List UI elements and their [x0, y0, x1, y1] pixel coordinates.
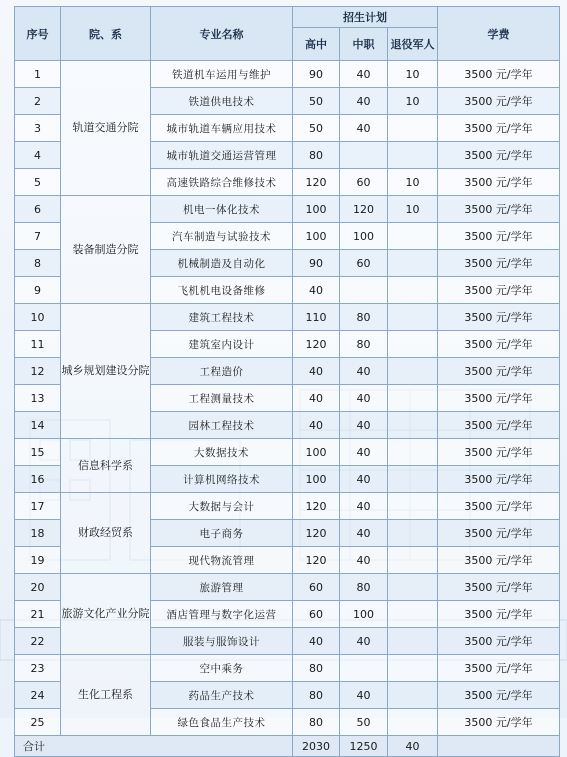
row-number: 14 [15, 412, 61, 439]
quota-vet [388, 385, 438, 412]
quota-high: 90 [293, 61, 340, 88]
quota-vet [388, 466, 438, 493]
table-row [15, 655, 560, 682]
quota-vet [388, 547, 438, 574]
major-name: 工程造价 [151, 358, 293, 385]
tuition-fee: 3500 元/学年 [438, 655, 560, 682]
tuition-fee: 3500 元/学年 [438, 223, 560, 250]
quota-vet: 10 [388, 169, 438, 196]
quota-high: 120 [293, 169, 340, 196]
row-number: 20 [15, 574, 61, 601]
quota-voc: 40 [340, 547, 388, 574]
major-name: 药品生产技术 [151, 682, 293, 709]
major-name: 城市轨道交通运营管理 [151, 142, 293, 169]
row-number: 16 [15, 466, 61, 493]
row-number: 6 [15, 196, 61, 223]
major-name: 汽车制造与试验技术 [151, 223, 293, 250]
major-name: 建筑室内设计 [151, 331, 293, 358]
tuition-fee: 3500 元/学年 [438, 385, 560, 412]
table-row [15, 574, 560, 601]
quota-vet [388, 601, 438, 628]
quota-voc: 40 [340, 358, 388, 385]
header-dept: 院、系 [61, 7, 151, 61]
quota-high: 120 [293, 331, 340, 358]
quota-voc: 40 [340, 682, 388, 709]
header-fee: 学费 [438, 7, 560, 61]
quota-voc [340, 655, 388, 682]
tuition-fee: 3500 元/学年 [438, 277, 560, 304]
tuition-fee: 3500 元/学年 [438, 709, 560, 736]
quota-high: 100 [293, 223, 340, 250]
table-row [15, 439, 560, 466]
quota-vet [388, 277, 438, 304]
quota-vet [388, 331, 438, 358]
quota-high: 90 [293, 250, 340, 277]
table-row [15, 196, 560, 223]
quota-high: 110 [293, 304, 340, 331]
table-row [15, 304, 560, 331]
quota-voc: 80 [340, 331, 388, 358]
header-major: 专业名称 [151, 7, 293, 61]
quota-vet: 10 [388, 196, 438, 223]
tuition-fee: 3500 元/学年 [438, 169, 560, 196]
major-name: 绿色食品生产技术 [151, 709, 293, 736]
major-name: 酒店管理与数字化运营 [151, 601, 293, 628]
department-cell: 生化工程系 [61, 655, 151, 736]
department-cell: 装备制造分院 [61, 196, 151, 304]
major-name: 现代物流管理 [151, 547, 293, 574]
quota-high: 40 [293, 358, 340, 385]
quota-voc: 40 [340, 520, 388, 547]
quota-high: 80 [293, 682, 340, 709]
quota-voc: 120 [340, 196, 388, 223]
header-plan: 招生计划 [293, 7, 438, 28]
quota-vet [388, 142, 438, 169]
major-name: 机械制造及自动化 [151, 250, 293, 277]
quota-high: 120 [293, 520, 340, 547]
table-body [15, 61, 560, 757]
tuition-fee: 3500 元/学年 [438, 601, 560, 628]
quota-voc: 40 [340, 466, 388, 493]
major-name: 铁道机车运用与维护 [151, 61, 293, 88]
quota-high: 40 [293, 385, 340, 412]
tuition-fee: 3500 元/学年 [438, 682, 560, 709]
row-number: 22 [15, 628, 61, 655]
tuition-fee: 3500 元/学年 [438, 493, 560, 520]
enrollment-table [14, 6, 560, 757]
row-number: 15 [15, 439, 61, 466]
total-high: 2030 [293, 736, 340, 757]
table-row [15, 61, 560, 88]
department-cell: 轨道交通分院 [61, 61, 151, 196]
quota-vet [388, 574, 438, 601]
tuition-fee: 3500 元/学年 [438, 115, 560, 142]
quota-voc: 40 [340, 628, 388, 655]
major-name: 电子商务 [151, 520, 293, 547]
quota-vet [388, 223, 438, 250]
quota-high: 120 [293, 493, 340, 520]
quota-vet [388, 493, 438, 520]
tuition-fee: 3500 元/学年 [438, 304, 560, 331]
major-name: 空中乘务 [151, 655, 293, 682]
total-row [15, 736, 560, 757]
header-voc: 中职 [340, 28, 388, 61]
tuition-fee: 3500 元/学年 [438, 142, 560, 169]
quota-voc: 40 [340, 412, 388, 439]
major-name: 城市轨道车辆应用技术 [151, 115, 293, 142]
quota-voc: 40 [340, 88, 388, 115]
tuition-fee: 3500 元/学年 [438, 574, 560, 601]
quota-high: 100 [293, 466, 340, 493]
quota-high: 40 [293, 277, 340, 304]
quota-voc: 100 [340, 601, 388, 628]
major-name: 机电一体化技术 [151, 196, 293, 223]
department-cell: 信息科学系 [61, 439, 151, 493]
quota-high: 80 [293, 142, 340, 169]
quota-vet [388, 655, 438, 682]
header-vet: 退役军人 [388, 28, 438, 61]
row-number: 24 [15, 682, 61, 709]
quota-high: 80 [293, 709, 340, 736]
quota-voc: 80 [340, 574, 388, 601]
total-vet: 40 [388, 736, 438, 757]
major-name: 铁道供电技术 [151, 88, 293, 115]
tuition-fee: 3500 元/学年 [438, 466, 560, 493]
row-number: 18 [15, 520, 61, 547]
tuition-fee: 3500 元/学年 [438, 412, 560, 439]
quota-voc: 40 [340, 439, 388, 466]
quota-vet: 10 [388, 61, 438, 88]
row-number: 25 [15, 709, 61, 736]
total-label: 合计 [15, 736, 293, 757]
quota-high: 100 [293, 439, 340, 466]
header-seq: 序号 [15, 7, 61, 61]
row-number: 4 [15, 142, 61, 169]
major-name: 建筑工程技术 [151, 304, 293, 331]
tuition-fee: 3500 元/学年 [438, 628, 560, 655]
quota-vet [388, 709, 438, 736]
tuition-fee: 3500 元/学年 [438, 250, 560, 277]
total-voc: 1250 [340, 736, 388, 757]
quota-voc: 40 [340, 61, 388, 88]
tuition-fee: 3500 元/学年 [438, 88, 560, 115]
row-number: 17 [15, 493, 61, 520]
quota-high: 40 [293, 412, 340, 439]
row-number: 11 [15, 331, 61, 358]
quota-high: 100 [293, 196, 340, 223]
quota-high: 120 [293, 547, 340, 574]
quota-high: 40 [293, 628, 340, 655]
quota-vet [388, 520, 438, 547]
quota-voc: 80 [340, 304, 388, 331]
quota-voc [340, 142, 388, 169]
row-number: 23 [15, 655, 61, 682]
major-name: 旅游管理 [151, 574, 293, 601]
row-number: 5 [15, 169, 61, 196]
quota-voc: 40 [340, 115, 388, 142]
quota-vet: 10 [388, 88, 438, 115]
department-cell: 旅游文化产业分院 [61, 574, 151, 655]
total-fee [438, 736, 560, 757]
quota-vet [388, 304, 438, 331]
department-cell: 财政经贸系 [61, 493, 151, 574]
row-number: 13 [15, 385, 61, 412]
major-name: 大数据技术 [151, 439, 293, 466]
row-number: 7 [15, 223, 61, 250]
department-cell: 城乡规划建设分院 [61, 304, 151, 439]
quota-vet [388, 412, 438, 439]
row-number: 3 [15, 115, 61, 142]
header-high: 高中 [293, 28, 340, 61]
major-name: 高速铁路综合维修技术 [151, 169, 293, 196]
major-name: 飞机机电设备维修 [151, 277, 293, 304]
row-number: 9 [15, 277, 61, 304]
major-name: 工程测量技术 [151, 385, 293, 412]
quota-voc: 40 [340, 385, 388, 412]
quota-high: 80 [293, 655, 340, 682]
quota-high: 60 [293, 601, 340, 628]
tuition-fee: 3500 元/学年 [438, 331, 560, 358]
quota-high: 60 [293, 574, 340, 601]
tuition-fee: 3500 元/学年 [438, 358, 560, 385]
quota-voc: 50 [340, 709, 388, 736]
major-name: 服装与服饰设计 [151, 628, 293, 655]
tuition-fee: 3500 元/学年 [438, 196, 560, 223]
row-number: 1 [15, 61, 61, 88]
tuition-fee: 3500 元/学年 [438, 520, 560, 547]
quota-vet [388, 115, 438, 142]
quota-vet [388, 439, 438, 466]
quota-voc: 60 [340, 169, 388, 196]
tuition-fee: 3500 元/学年 [438, 547, 560, 574]
quota-vet [388, 250, 438, 277]
row-number: 8 [15, 250, 61, 277]
tuition-fee: 3500 元/学年 [438, 439, 560, 466]
quota-high: 50 [293, 115, 340, 142]
quota-vet [388, 628, 438, 655]
row-number: 10 [15, 304, 61, 331]
quota-vet [388, 682, 438, 709]
row-number: 2 [15, 88, 61, 115]
major-name: 计算机网络技术 [151, 466, 293, 493]
row-number: 12 [15, 358, 61, 385]
quota-voc [340, 277, 388, 304]
quota-voc: 60 [340, 250, 388, 277]
tuition-fee: 3500 元/学年 [438, 61, 560, 88]
row-number: 19 [15, 547, 61, 574]
quota-vet [388, 358, 438, 385]
row-number: 21 [15, 601, 61, 628]
table-row [15, 493, 560, 520]
quota-voc: 100 [340, 223, 388, 250]
quota-voc: 40 [340, 493, 388, 520]
major-name: 园林工程技术 [151, 412, 293, 439]
major-name: 大数据与会计 [151, 493, 293, 520]
quota-high: 50 [293, 88, 340, 115]
